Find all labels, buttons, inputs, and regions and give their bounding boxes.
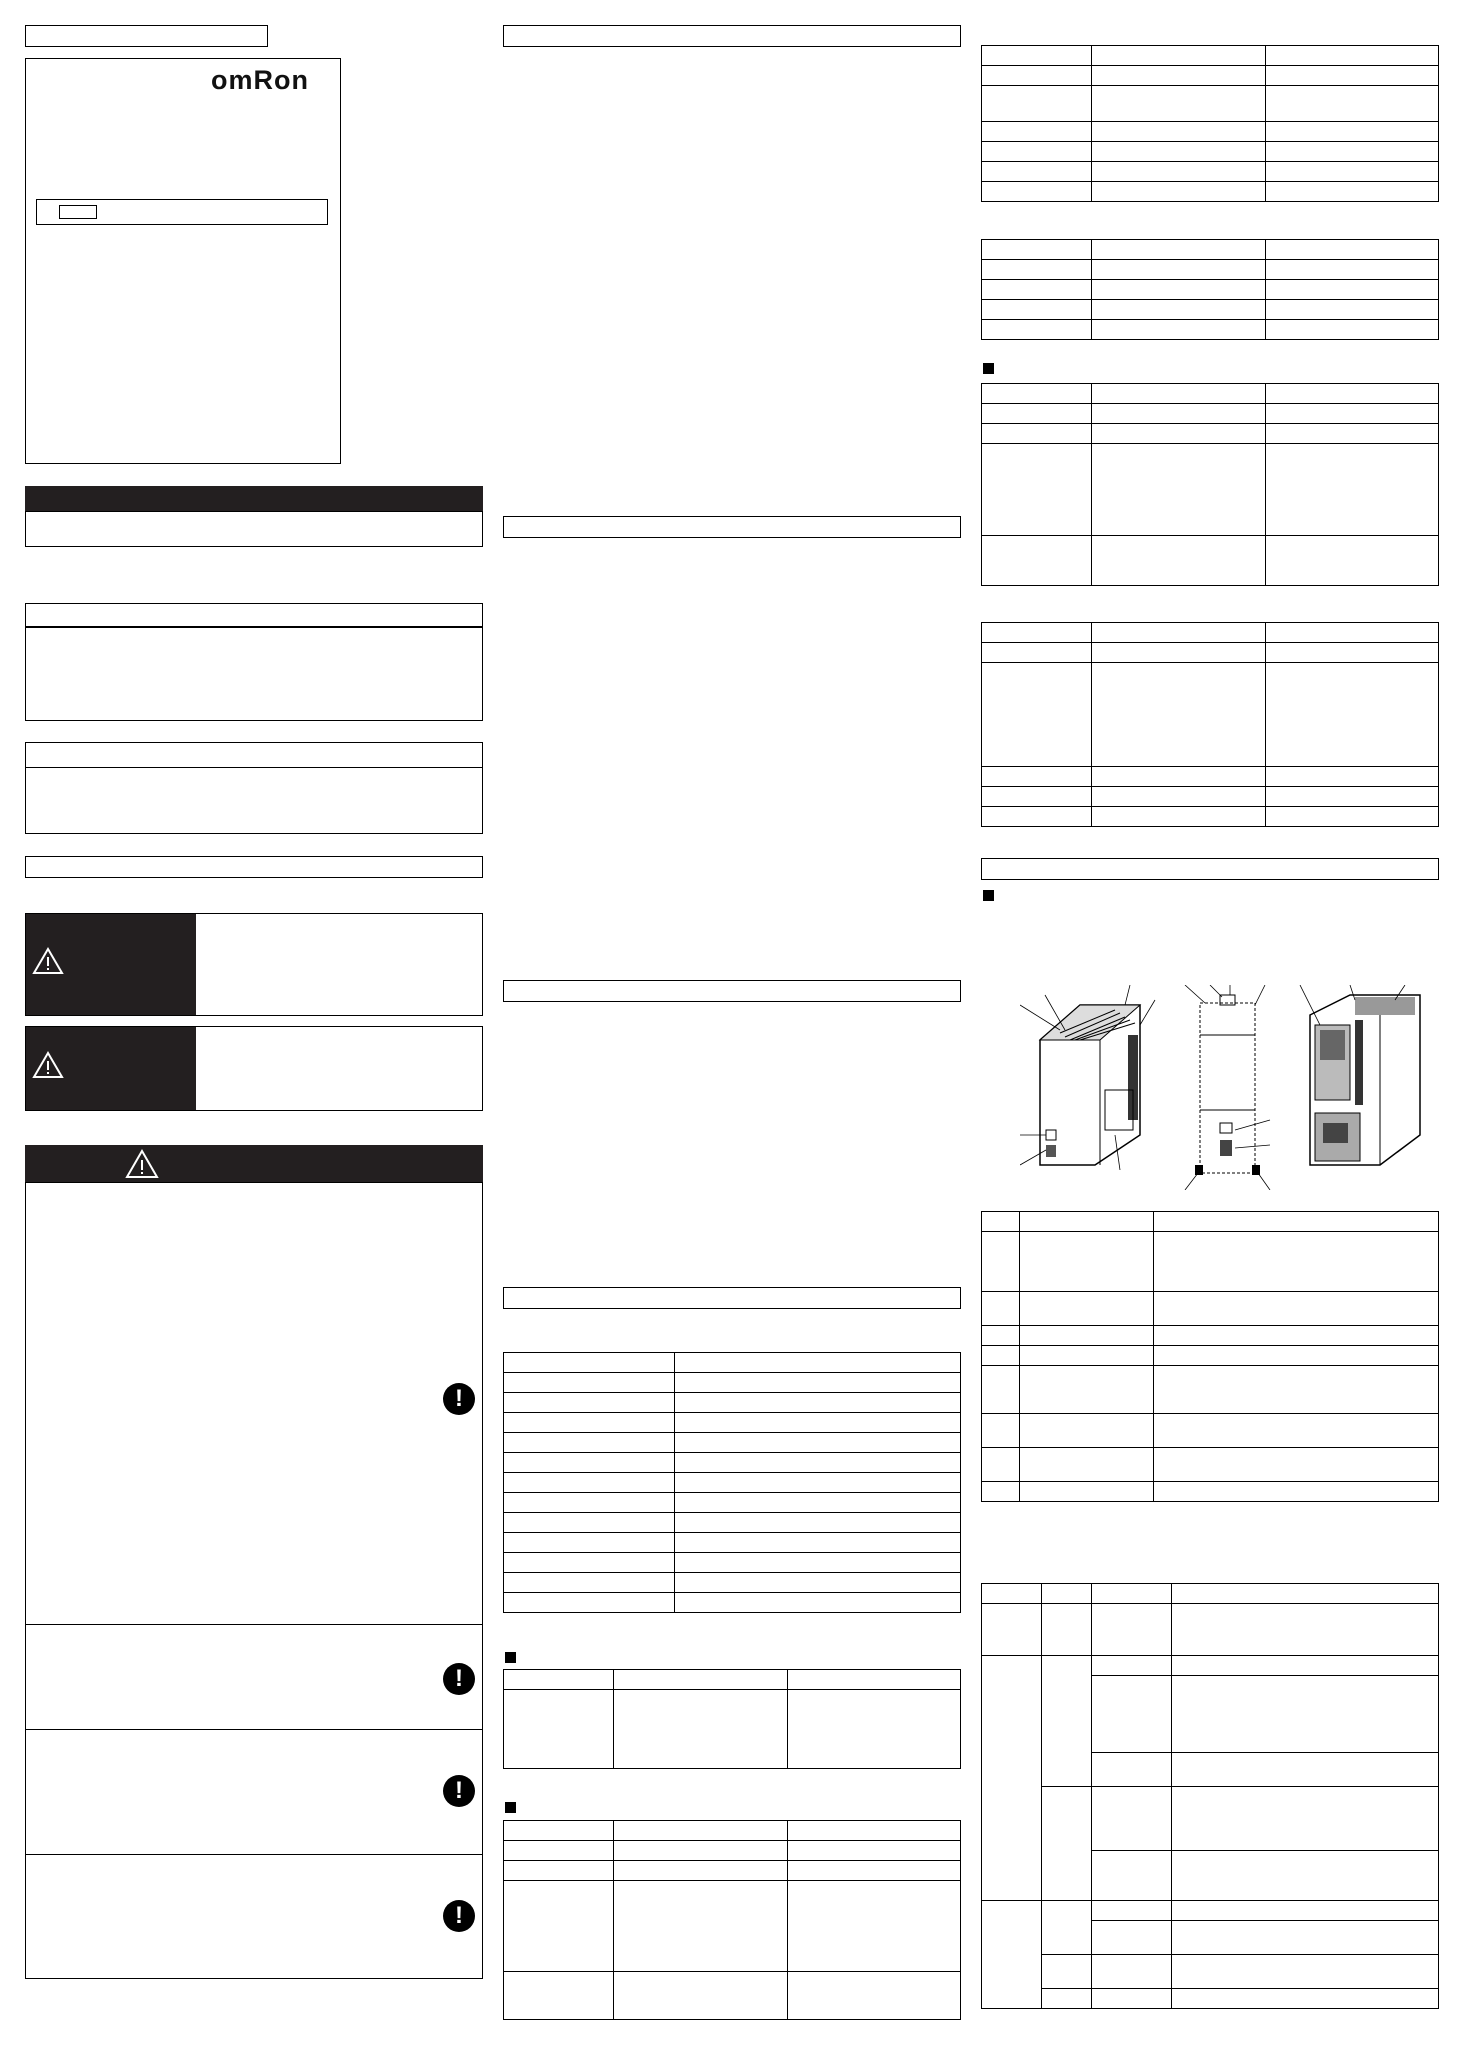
cover-frame — [25, 58, 341, 464]
table-row — [982, 1346, 1439, 1366]
table-row — [982, 1448, 1439, 1482]
table-row — [504, 1393, 961, 1413]
warning-triangle-icon — [125, 1149, 159, 1179]
table-row — [504, 1513, 961, 1533]
right-table-2 — [981, 239, 1439, 340]
table-row — [982, 623, 1439, 643]
section-heading-nomenclature — [981, 858, 1439, 880]
precautions-block-1 — [25, 1182, 483, 1625]
warning-triangle-icon — [32, 947, 64, 975]
table-row — [504, 1493, 961, 1513]
table-row — [982, 260, 1439, 280]
warning-box-1 — [25, 913, 483, 1016]
section-box-1-rule — [26, 626, 482, 628]
table-row — [982, 1656, 1439, 1676]
section-bullet-square — [505, 1652, 516, 1663]
table-row — [982, 767, 1439, 787]
table-row — [982, 1787, 1439, 1851]
table-row — [982, 1482, 1439, 1502]
table-row — [504, 1881, 961, 1972]
spec-subtable-2 — [503, 1820, 961, 2020]
table-row — [504, 1670, 961, 1690]
table-row — [504, 1413, 961, 1433]
right-table-3 — [981, 383, 1439, 586]
table-row — [982, 122, 1439, 142]
table-row — [982, 404, 1439, 424]
warning-box-2-label — [26, 1027, 196, 1110]
table-row — [982, 46, 1439, 66]
table-row — [982, 1955, 1439, 1989]
unit-front-illustration — [1020, 985, 1165, 1170]
table-row — [982, 1989, 1439, 2009]
section-bullet-square — [983, 890, 994, 901]
exclamation-circle-icon: ! — [443, 1900, 475, 1932]
table-row — [982, 1326, 1439, 1346]
table-row — [504, 1573, 961, 1593]
spec-subtable-1 — [503, 1669, 961, 1769]
table-row — [504, 1593, 961, 1613]
table-row — [982, 240, 1439, 260]
section-heading-mid-2 — [503, 516, 961, 538]
exclamation-circle-icon: ! — [443, 1663, 475, 1695]
unit-open-illustration — [1295, 985, 1440, 1170]
section-heading-specs — [503, 1287, 961, 1309]
table-row — [982, 300, 1439, 320]
table-row — [504, 1453, 961, 1473]
right-table-4 — [981, 622, 1439, 827]
table-row — [982, 162, 1439, 182]
precautions-block-4 — [25, 1854, 483, 1979]
table-row — [982, 280, 1439, 300]
section-box-1 — [25, 603, 483, 721]
nomenclature-table — [981, 1211, 1439, 1502]
table-row — [982, 536, 1439, 586]
model-number-tag — [59, 205, 97, 219]
table-row — [982, 1292, 1439, 1326]
section-bullet-square — [983, 363, 994, 374]
section-heading-safety — [25, 856, 483, 878]
table-row — [982, 320, 1439, 340]
indicator-table — [981, 1583, 1439, 2009]
table-row — [982, 424, 1439, 444]
table-row — [982, 384, 1439, 404]
table-row — [982, 663, 1439, 767]
table-row — [504, 1861, 961, 1881]
warning-triangle-icon — [32, 1051, 64, 1079]
table-row — [982, 1584, 1439, 1604]
header-label-box — [25, 25, 268, 47]
right-table-1 — [981, 45, 1439, 202]
table-row — [504, 1841, 961, 1861]
exclamation-circle-icon: ! — [443, 1383, 475, 1415]
section-box-2 — [25, 742, 483, 834]
table-row — [504, 1972, 961, 2020]
warning-box-1-label — [26, 914, 196, 1015]
unit-side-illustration — [1180, 985, 1280, 1190]
table-row — [982, 142, 1439, 162]
section-band-intro — [25, 486, 483, 512]
table-row — [504, 1553, 961, 1573]
table-row — [504, 1353, 961, 1373]
section-bullet-square — [505, 1802, 516, 1813]
section-heading-mid-1 — [503, 25, 961, 47]
table-row — [504, 1373, 961, 1393]
omron-logo: omRon — [211, 65, 309, 95]
precautions-block-3 — [25, 1729, 483, 1855]
table-row — [504, 1690, 961, 1769]
table-row — [982, 444, 1439, 536]
table-row — [982, 1901, 1439, 1921]
precautions-band — [25, 1145, 483, 1183]
section-box-2-rule — [26, 767, 482, 768]
table-row — [504, 1821, 961, 1841]
table-row — [982, 807, 1439, 827]
table-row — [982, 1366, 1439, 1414]
table-row — [982, 787, 1439, 807]
table-row — [982, 1212, 1439, 1232]
table-row — [982, 66, 1439, 86]
intro-text-box — [25, 511, 483, 547]
table-row — [982, 182, 1439, 202]
warning-box-2 — [25, 1026, 483, 1111]
table-row — [982, 86, 1439, 122]
table-row — [504, 1473, 961, 1493]
table-row — [982, 1414, 1439, 1448]
exclamation-circle-icon: ! — [443, 1775, 475, 1807]
table-row — [982, 643, 1439, 663]
table-row — [982, 1232, 1439, 1292]
table-row — [504, 1433, 961, 1453]
table-row — [982, 1604, 1439, 1656]
specifications-table — [503, 1352, 961, 1613]
precautions-block-2 — [25, 1624, 483, 1730]
section-heading-mid-3 — [503, 980, 961, 1002]
model-number-field — [36, 199, 328, 225]
table-row — [504, 1533, 961, 1553]
